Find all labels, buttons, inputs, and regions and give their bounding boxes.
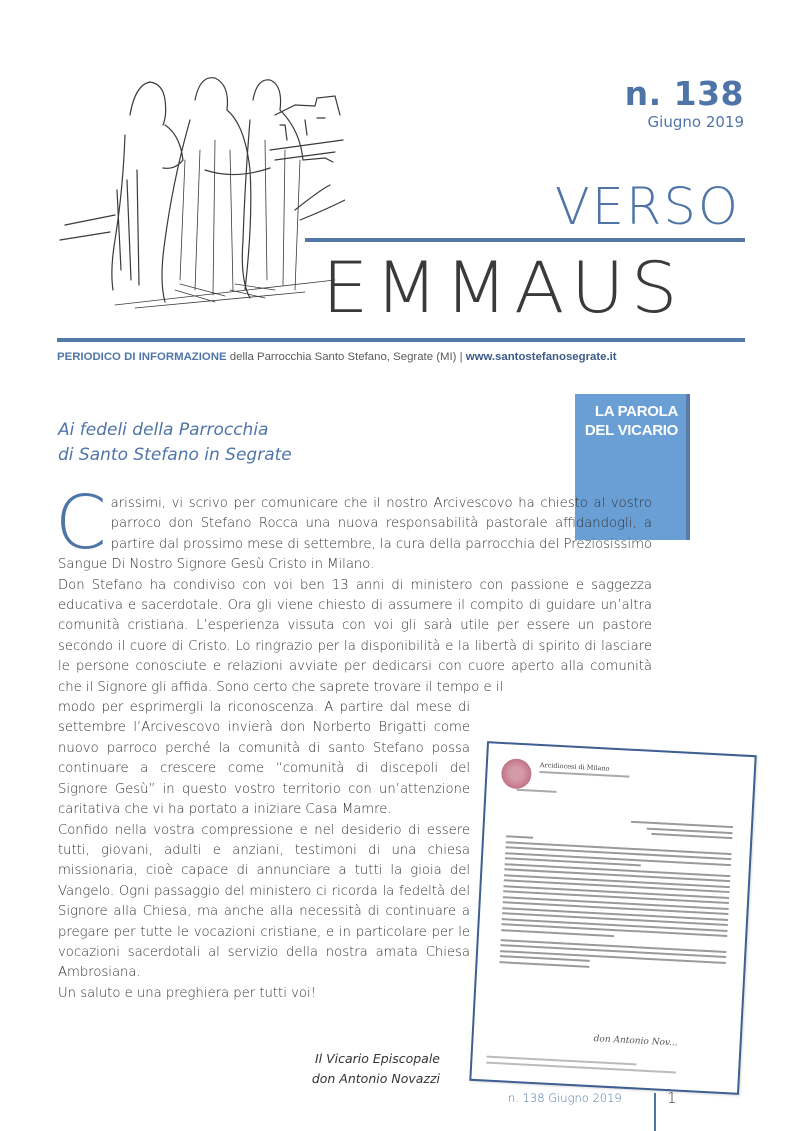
masthead-rule-top <box>305 238 745 242</box>
section-label-line2: DEL VICARIO <box>584 422 678 439</box>
letter-org-name: Arcidiocesi di Milano <box>539 760 610 773</box>
tagline-periodical: PERIODICO DI INFORMAZIONE <box>57 351 227 363</box>
masthead-rule-bottom <box>57 338 745 342</box>
masthead-title-verso: VERSO <box>554 178 740 237</box>
article-salutation <box>58 418 292 468</box>
footer-divider <box>654 1093 656 1131</box>
masthead-tagline <box>57 351 747 363</box>
letter-subheading <box>539 771 629 778</box>
website-link[interactable]: www.santostefanosegrate.it <box>465 351 617 363</box>
issue-date: Giugno 2019 <box>647 113 744 131</box>
article-paragraph-2b: modo per esprimergli la riconoscenza. A partire dal mese di settembre l’Arcivescovo invierà don Norberto Brigatti come nuovo parroco perché la comunità di santo Stefano possa continuare a crescere come “comunità di discepoli del Signore Gesù” in questo vostro territorio con un’attenzione caritativa che vi ha portato a iniziare Casa Mamre. <box>58 700 470 818</box>
letter-handwritten-signature: don Antonio Nov... <box>593 1034 678 1049</box>
tagline-parish: della Parrocchia Santo Stefano, Segrate (MI) | <box>226 351 466 363</box>
article-paragraph-3: Confido nella vostra compressione e nel desiderio di essere tutti, giovani, adulti e anziani, testimoni di una chiesa missionaria, cioè capace di annunciare a tutti la gioia del Vangelo. Ogni passaggio del ministero ci ricorda la fedeltà del Signore alla Chiesa, ma anche alla necessità di continuare a pregare per tutte le vocazioni cristiane, e in particolare per le vocazioni sacerdotali al servizio della nostra amata Chiesa Ambrosiana. <box>58 822 470 981</box>
page-number: 1 <box>667 1089 677 1107</box>
emmaus-illustration <box>55 40 345 310</box>
issue-number: n. 138 <box>624 74 744 113</box>
letter-text-lines <box>499 814 733 978</box>
drop-cap: C <box>55 480 107 566</box>
letter-footer-line <box>486 1062 676 1073</box>
article-closing: Un saluto e una preghiera per tutti voi! <box>58 985 316 1001</box>
letter-photo <box>469 741 756 1095</box>
archdiocese-seal-icon <box>501 758 533 790</box>
salutation-line2: di Santo Stefano in Segrate <box>58 445 292 465</box>
letter-sender <box>517 789 557 793</box>
article-paragraph-1: arissimi, vi scrivo per comunicare che il nostro Arcivescovo ha chiesto al vostro parroco don Stefano Rocca una nuova responsabilità pastorale affidandogli, a partire dal prossimo mese di settembre, la cura della parrocchia del Preziosissimo Sangue Di Nostro Signore Gesù Cristo in Milano. <box>58 496 652 573</box>
footer-issue: n. 138 Giugno 2019 <box>508 1091 622 1105</box>
masthead-title-emmaus: EMMAUS <box>322 247 684 329</box>
article-paragraph-2a: Don Stefano ha condiviso con voi ben 13 anni di ministero con passione e saggezza educativa e sacerdotale. Ora gli viene chiesto di assumere il compito di guidare un’altra comunità cristiana. L’esperienza vissuta con voi gli sarà utile per essere un pastore secondo il cuore di Cristo. Lo ringrazio per la disponibilità e la libertà di spirito di lasciare le persone conosciute e relazioni avviate per dedicarsi con cuore aperto alla comunità che il Signore gli affida. Sono certo che saprete trovare il tempo e il <box>58 577 652 695</box>
section-label-line1: LA PAROLA <box>594 403 678 420</box>
signature-name: don Antonio Novazzi <box>311 1071 440 1086</box>
salutation-line1: Ai fedeli della Parrocchia <box>58 420 269 440</box>
signature-role: Il Vicario Episcopale <box>314 1051 440 1066</box>
article-signature <box>230 1049 440 1089</box>
